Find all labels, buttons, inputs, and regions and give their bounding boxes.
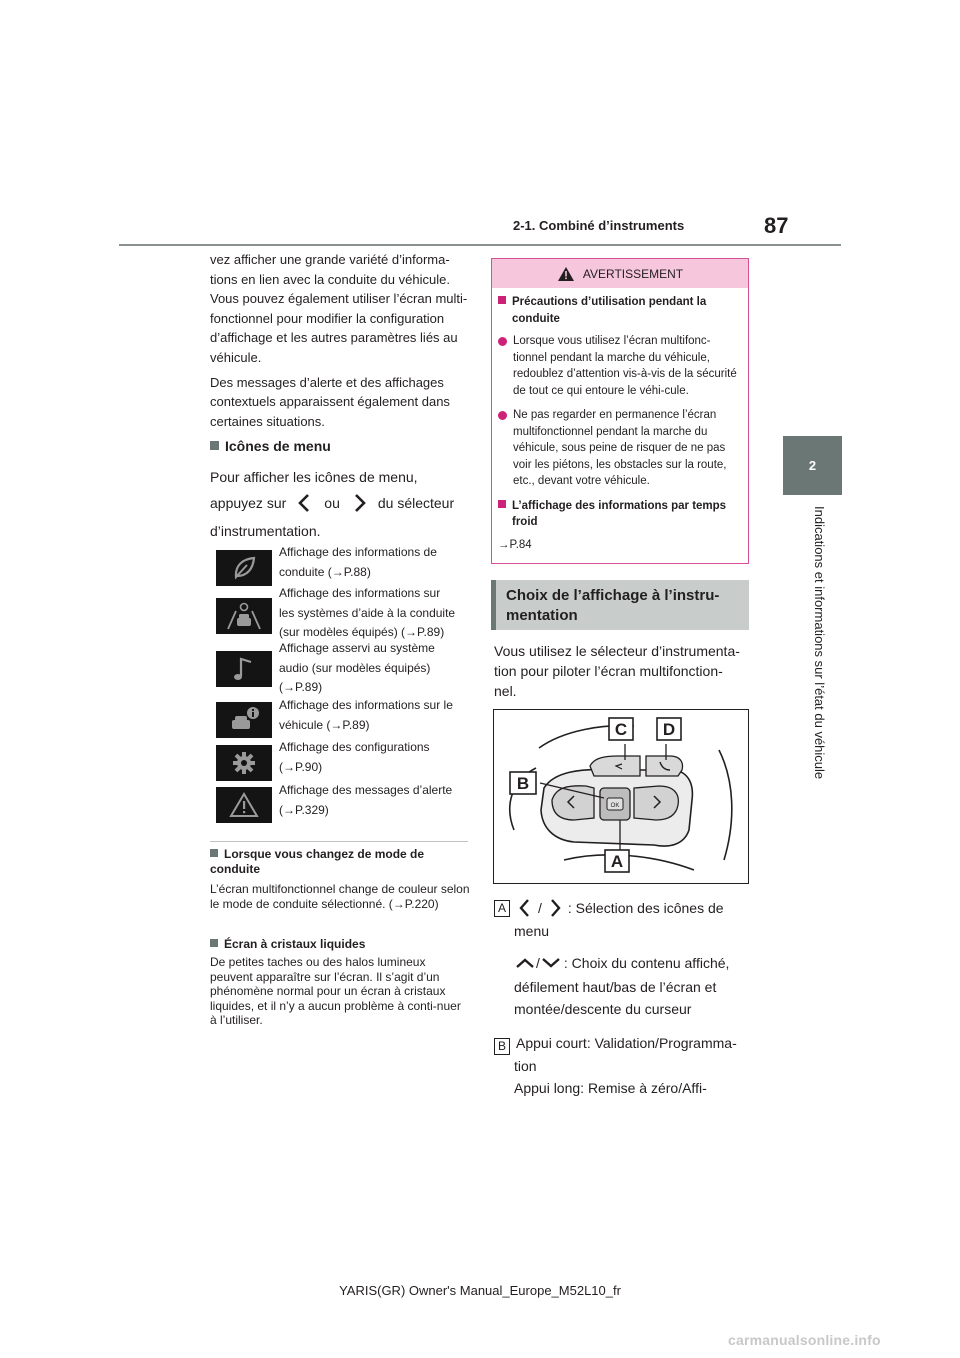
section-paragraph: Vous utilisez le sélecteur d’instrumenta- tion pour piloter l’écran multifonction- nel. — [494, 643, 740, 699]
intro-line: contextuels apparaissent également dans — [210, 394, 450, 410]
svg-text:A: A — [610, 852, 624, 871]
intro-line: Vous pouvez également utiliser l’écran multi- — [210, 291, 468, 307]
warning-triangle-icon — [216, 787, 272, 823]
intro-line: Des messages d’alerte et des affichages — [210, 374, 444, 390]
chevron-right-icon — [346, 492, 372, 514]
heading-square-icon — [210, 939, 218, 947]
steering-switch-figure — [493, 709, 749, 884]
menu-intro — [210, 464, 472, 544]
legend-a: A / : Sélection des icônes de menu / : Choix du contenu affiché, défilement haut/bas de l’écran et montée/descente du curseur — [494, 897, 754, 1020]
section-heading: Choix de l’affichage à l’instru-mentation — [491, 580, 749, 630]
intro-line: tions en lien avec la conduite du véhicule. — [210, 271, 450, 287]
bullet-dot — [498, 337, 507, 346]
callout-c — [609, 718, 633, 740]
driver-assist-icon — [216, 598, 272, 634]
footer-text: YARIS(GR) Owner's Manual_Europe_M52L10_fr — [339, 1283, 621, 1298]
music-note-icon — [216, 651, 272, 687]
menu-intro-line: appuyez sur ou du sélecteur — [210, 490, 472, 516]
page-number: 87 — [764, 213, 789, 238]
callout-a — [605, 850, 629, 872]
warning-triangle-icon — [557, 266, 575, 282]
chapter-title: Indications et informations sur l’état du véhicule — [812, 506, 827, 780]
note-drive-mode: Lorsque vous changez de mode de conduite L’écran multifonctionnel change de couleur selon le mode de conduite sélectionné. (→P.220) — [210, 847, 470, 911]
ok-button-label: OK — [610, 803, 620, 809]
heading-square-icon — [210, 849, 218, 857]
legend-b: B Appui court: Validation/Programma- tion Appui long: Remise à zéro/Affi- — [494, 1032, 754, 1099]
intro-line: fonctionnel pour modifier la configuration — [210, 310, 445, 326]
legend-b-label: B — [494, 1038, 510, 1055]
chevron-down-icon — [540, 956, 562, 970]
warning-header: AVERTISSEMENT — [492, 259, 748, 288]
callout-d — [657, 718, 681, 740]
heading-square-icon — [210, 441, 219, 450]
intro-line: certaines situations. — [210, 413, 325, 429]
menu-heading: Icônes de menu — [210, 438, 331, 454]
bullet-dot — [498, 411, 507, 420]
intro-line: d’affichage et les autres paramètres liés au — [210, 330, 458, 346]
chapter-tab — [783, 436, 842, 495]
chevron-left-icon — [516, 897, 534, 919]
chevron-right-icon — [546, 897, 564, 919]
chevron-left-icon — [292, 492, 318, 514]
watermark: carmanualsonline.info — [728, 1332, 881, 1348]
vehicle-info-icon — [216, 702, 272, 738]
intro-line: véhicule. — [210, 349, 262, 365]
chevron-up-icon — [514, 956, 536, 970]
callout-b — [510, 772, 536, 794]
intro-line: vez afficher une grande variété d’informa- — [210, 252, 450, 267]
section-title: 2-1. Combiné d’instruments — [513, 218, 685, 233]
steering-wheel-illustration — [494, 710, 749, 884]
divider — [210, 841, 468, 842]
warning-box: AVERTISSEMENT Précautions d’utilisation pendant la conduite Lorsque vous utilisez l’écran multifonc-tionnel pendant la marche du véhicule, redoublez d’attention vis-à-vis de la sécurité de tout ce qui entoure le véhi-cule. Ne pas regarder en permanence l’écran multifonctionnel pendant la marche du véhicule, sous peine de risquer de ne pas voir les piétons, les obstacles sur la route, etc., devant votre véhicule. L’affichage des informations par temps froid →P.84 — [491, 258, 749, 564]
legend-a-label: A — [494, 900, 510, 917]
svg-text:D: D — [662, 720, 676, 739]
svg-text:C: C — [614, 720, 628, 739]
heading-square-icon — [498, 296, 506, 304]
heading-square-icon — [498, 500, 506, 508]
svg-text:B: B — [516, 774, 530, 793]
leaf-icon — [216, 550, 272, 586]
gear-icon — [216, 745, 272, 781]
menu-intro-line: d’instrumentation. — [210, 523, 321, 539]
intro-paragraph — [210, 250, 472, 431]
chapter-number: 2 — [808, 458, 817, 473]
note-lcd: Écran à cristaux liquides De petites taches ou des halos lumineux peuvent apparaître sur l’écran. Il s’agit d’un phénomène normal pour un écran à cristaux liquides, et il n’y a aucun problème à conti-nuer à l’utiliser. — [210, 937, 461, 1027]
header-rule — [119, 244, 841, 246]
menu-intro-line: Pour afficher les icônes de menu, — [210, 469, 418, 485]
